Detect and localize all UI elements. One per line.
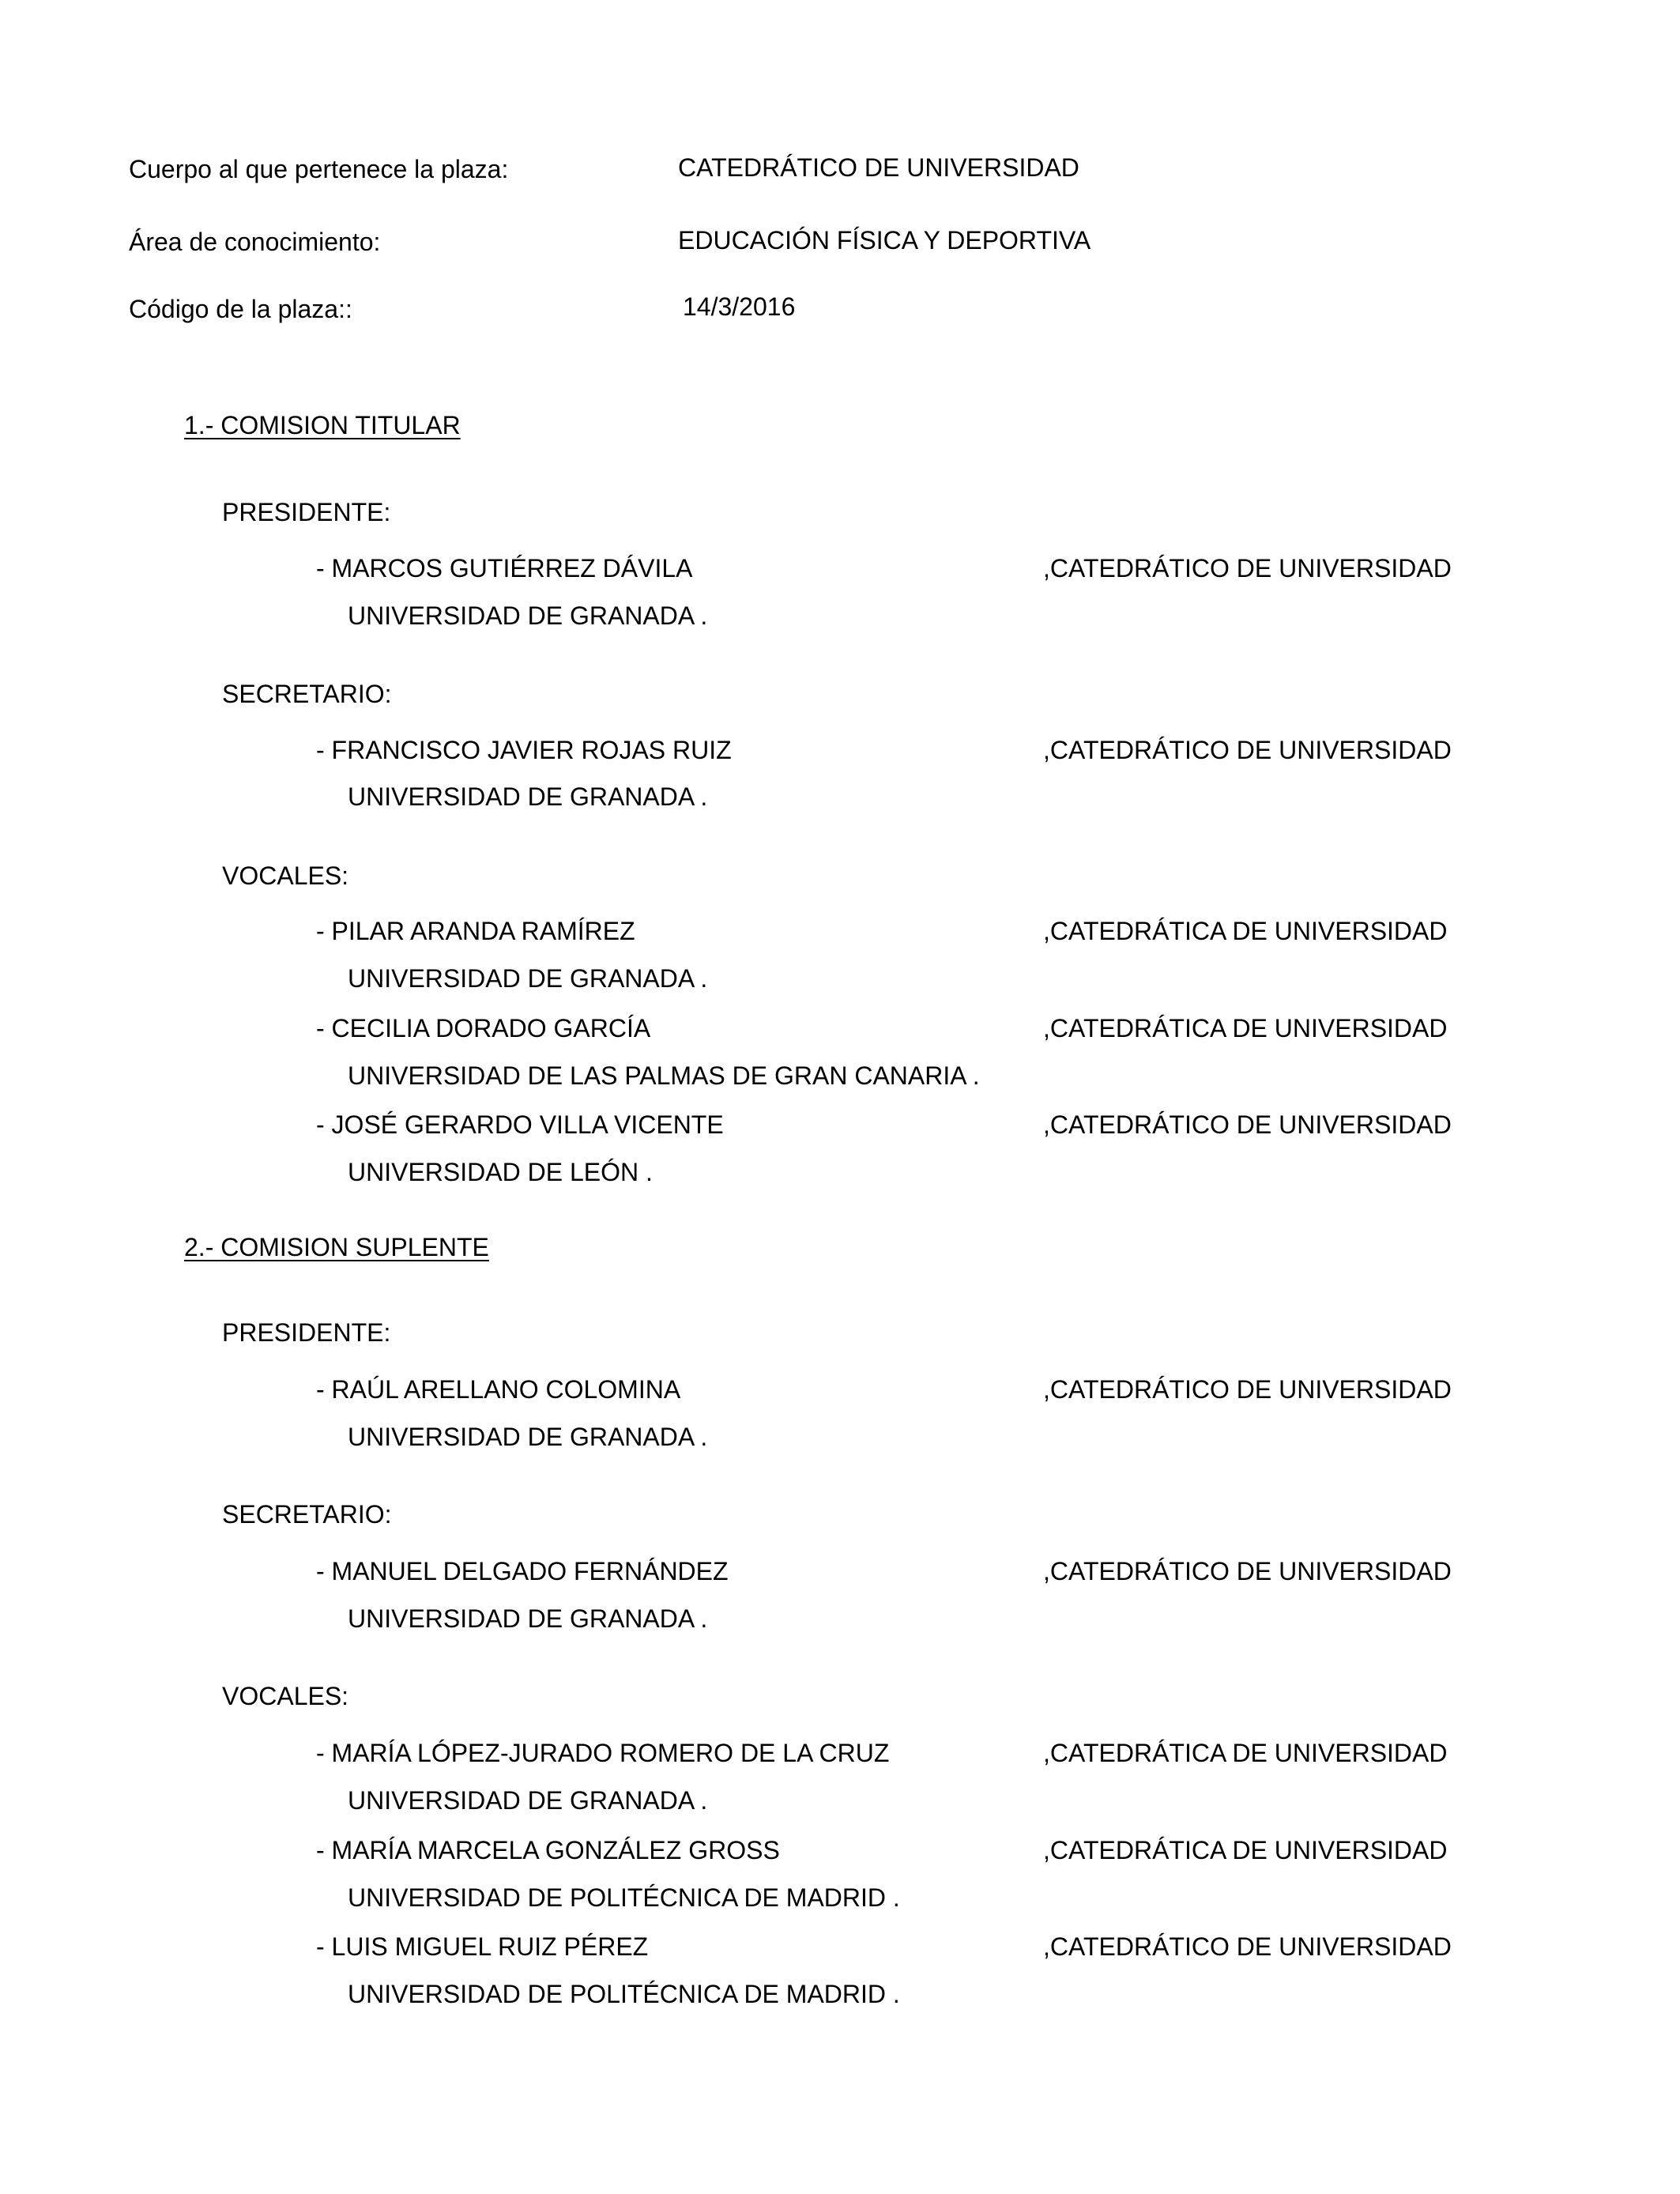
member-university: UNIVERSIDAD DE GRANADA . xyxy=(348,782,708,811)
member-title: ,CATEDRÁTICA DE UNIVERSIDAD xyxy=(1043,917,1448,945)
section-title-suplente: 2.- COMISION SUPLENTE xyxy=(184,1233,489,1261)
role-secretario: SECRETARIO: xyxy=(222,680,392,708)
member-name: - MANUEL DELGADO FERNÁNDEZ xyxy=(316,1557,729,1585)
member-name: - LUIS MIGUEL RUIZ PÉREZ xyxy=(316,1932,649,1961)
member-university: UNIVERSIDAD DE GRANADA . xyxy=(348,1604,708,1633)
member-university: UNIVERSIDAD DE GRANADA . xyxy=(348,601,708,630)
member-university: UNIVERSIDAD DE GRANADA . xyxy=(348,964,708,993)
member-university: UNIVERSIDAD DE LEÓN . xyxy=(348,1158,653,1186)
member-title: ,CATEDRÁTICO DE UNIVERSIDAD xyxy=(1043,554,1452,582)
member-name: - MARCOS GUTIÉRREZ DÁVILA xyxy=(316,554,693,582)
cuerpo-label: Cuerpo al que pertenece la plaza: xyxy=(129,155,509,183)
codigo-label: Código de la plaza:: xyxy=(129,295,352,323)
member-university: UNIVERSIDAD DE POLITÉCNICA DE MADRID . xyxy=(348,1883,900,1912)
member-name: - RAÚL ARELLANO COLOMINA xyxy=(316,1375,681,1404)
member-title: ,CATEDRÁTICO DE UNIVERSIDAD xyxy=(1043,1110,1452,1139)
role-presidente: PRESIDENTE: xyxy=(222,498,391,526)
member-university: UNIVERSIDAD DE LAS PALMAS DE GRAN CANARIA . xyxy=(348,1061,980,1090)
member-name: - FRANCISCO JAVIER ROJAS RUIZ xyxy=(316,736,732,764)
member-university: UNIVERSIDAD DE GRANADA . xyxy=(348,1786,708,1815)
role-vocales: VOCALES: xyxy=(222,861,349,890)
member-title: ,CATEDRÁTICO DE UNIVERSIDAD xyxy=(1043,1932,1452,1961)
role-secretario: SECRETARIO: xyxy=(222,1500,392,1529)
member-name: - PILAR ARANDA RAMÍREZ xyxy=(316,917,635,945)
member-university: UNIVERSIDAD DE GRANADA . xyxy=(348,1423,708,1451)
role-presidente: PRESIDENTE: xyxy=(222,1318,391,1347)
member-title: ,CATEDRÁTICA DE UNIVERSIDAD xyxy=(1043,1836,1448,1864)
role-vocales: VOCALES: xyxy=(222,1682,349,1710)
section-title-titular: 1.- COMISION TITULAR xyxy=(184,411,461,439)
member-title: ,CATEDRÁTICO DE UNIVERSIDAD xyxy=(1043,736,1452,764)
member-title: ,CATEDRÁTICA DE UNIVERSIDAD xyxy=(1043,1739,1448,1767)
area-label: Área de conocimiento: xyxy=(129,228,381,256)
member-title: ,CATEDRÁTICO DE UNIVERSIDAD xyxy=(1043,1375,1452,1404)
member-name: - CECILIA DORADO GARCÍA xyxy=(316,1014,651,1042)
cuerpo-value: CATEDRÁTICO DE UNIVERSIDAD xyxy=(678,153,1079,182)
member-title: ,CATEDRÁTICA DE UNIVERSIDAD xyxy=(1043,1014,1448,1042)
member-name: - MARÍA LÓPEZ-JURADO ROMERO DE LA CRUZ xyxy=(316,1739,890,1767)
member-title: ,CATEDRÁTICO DE UNIVERSIDAD xyxy=(1043,1557,1452,1585)
area-value: EDUCACIÓN FÍSICA Y DEPORTIVA xyxy=(678,226,1091,254)
member-university: UNIVERSIDAD DE POLITÉCNICA DE MADRID . xyxy=(348,1980,900,2008)
codigo-value: 14/3/2016 xyxy=(683,292,796,321)
member-name: - JOSÉ GERARDO VILLA VICENTE xyxy=(316,1110,724,1139)
member-name: - MARÍA MARCELA GONZÁLEZ GROSS xyxy=(316,1836,780,1864)
